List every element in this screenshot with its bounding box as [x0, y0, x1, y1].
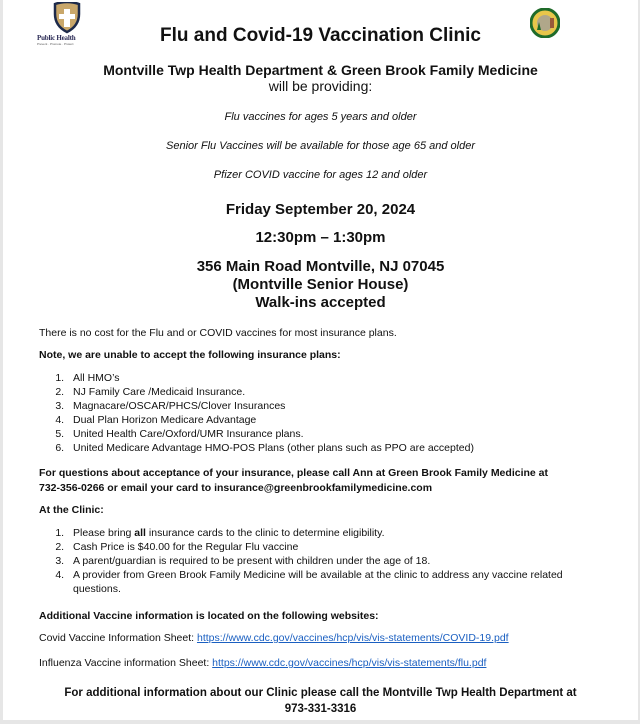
- event-date: Friday September 20, 2024: [225, 201, 416, 218]
- websites-heading: Additional Vaccine information is located on the following websites:: [39, 610, 379, 622]
- covid-info-label: Covid Vaccine Information Sheet:: [39, 632, 197, 644]
- public-health-logo-text: Public Health: [37, 34, 76, 42]
- offering-flu: Flu vaccines for ages 5 years and older: [224, 111, 417, 123]
- covid-info-row: [39, 632, 509, 644]
- questions-line-1: For questions about acceptance of your insurance, please call Ann at Green Brook Family Medicine at: [39, 467, 548, 479]
- providing-text: will be providing:: [268, 78, 373, 94]
- insurance-questions: [39, 466, 629, 496]
- questions-line-2: 732-356-0266 or email your card to insurance@greenbrookfamilymedicine.com: [39, 482, 433, 494]
- list-item: 2. NJ Family Care /Medicaid Insurance.: [67, 385, 627, 399]
- walkins-note: Walk-ins accepted: [255, 294, 386, 311]
- list-item: 3. Magnacare/OSCAR/PHCS/Clover Insurances: [67, 399, 627, 413]
- list-item: 1. All HMO’s: [67, 371, 627, 385]
- page-title: Flu and Covid-19 Vaccination Clinic: [160, 25, 481, 46]
- footer-phone: 973-331-3316: [284, 703, 357, 715]
- insurance-exclusions-list: [41, 371, 627, 455]
- event-location: [3, 258, 638, 312]
- offering-covid: Pfizer COVID vaccine for ages 12 and older: [213, 169, 428, 181]
- covid-info-link[interactable]: https://www.cdc.gov/vaccines/hcp/vis/vis-statements/COVID-19.pdf: [196, 632, 509, 644]
- list-item: 4. Dual Plan Horizon Medicare Advantage: [67, 413, 627, 427]
- clinic-heading: At the Clinic:: [39, 504, 104, 516]
- clinic-instructions-list: [41, 526, 607, 596]
- event-time: 12:30pm – 1:30pm: [255, 229, 386, 246]
- event-venue: (Montville Senior House): [232, 276, 409, 293]
- footer-text: For additional information about our Clinic please call the Montville Twp Health Department at: [64, 687, 577, 699]
- flyer-page: [3, 0, 638, 720]
- event-address: 356 Main Road Montville, NJ 07045: [196, 258, 445, 275]
- flu-info-label: Influenza Vaccine information Sheet:: [39, 657, 213, 669]
- list-item: 3. A parent/guardian is required to be present with children under the age of 18.: [67, 554, 607, 568]
- list-item: 1. Please bring all insurance cards to the clinic to determine eligibility.: [67, 526, 607, 540]
- organizations: Montville Twp Health Department & Green Brook Family Medicine: [103, 62, 538, 78]
- list-item: 5. United Health Care/Oxford/UMR Insurance plans.: [67, 427, 627, 441]
- list-item: 6. United Medicare Advantage HMO-POS Plans (other plans such as PPO are accepted): [67, 441, 627, 455]
- flu-info-row: [39, 657, 486, 669]
- insurance-heading: Note, we are unable to accept the following insurance plans:: [39, 349, 341, 361]
- offering-senior-flu: Senior Flu Vaccines will be available for those age 65 and older: [166, 140, 475, 152]
- public-health-logo-subtext: Prevent · Promote · Protect: [37, 42, 74, 46]
- list-item: 2. Cash Price is $40.00 for the Regular Flu vaccine: [67, 540, 607, 554]
- cost-note: There is no cost for the Flu and or COVID vaccines for most insurance plans.: [39, 327, 397, 339]
- list-item: 4. A provider from Green Brook Family Medicine will be available at the clinic to address any vaccine related questions.: [67, 568, 607, 596]
- flu-info-link[interactable]: https://www.cdc.gov/vaccines/hcp/vis/vis-statements/flu.pdf: [212, 657, 487, 669]
- footer-contact: [3, 685, 638, 717]
